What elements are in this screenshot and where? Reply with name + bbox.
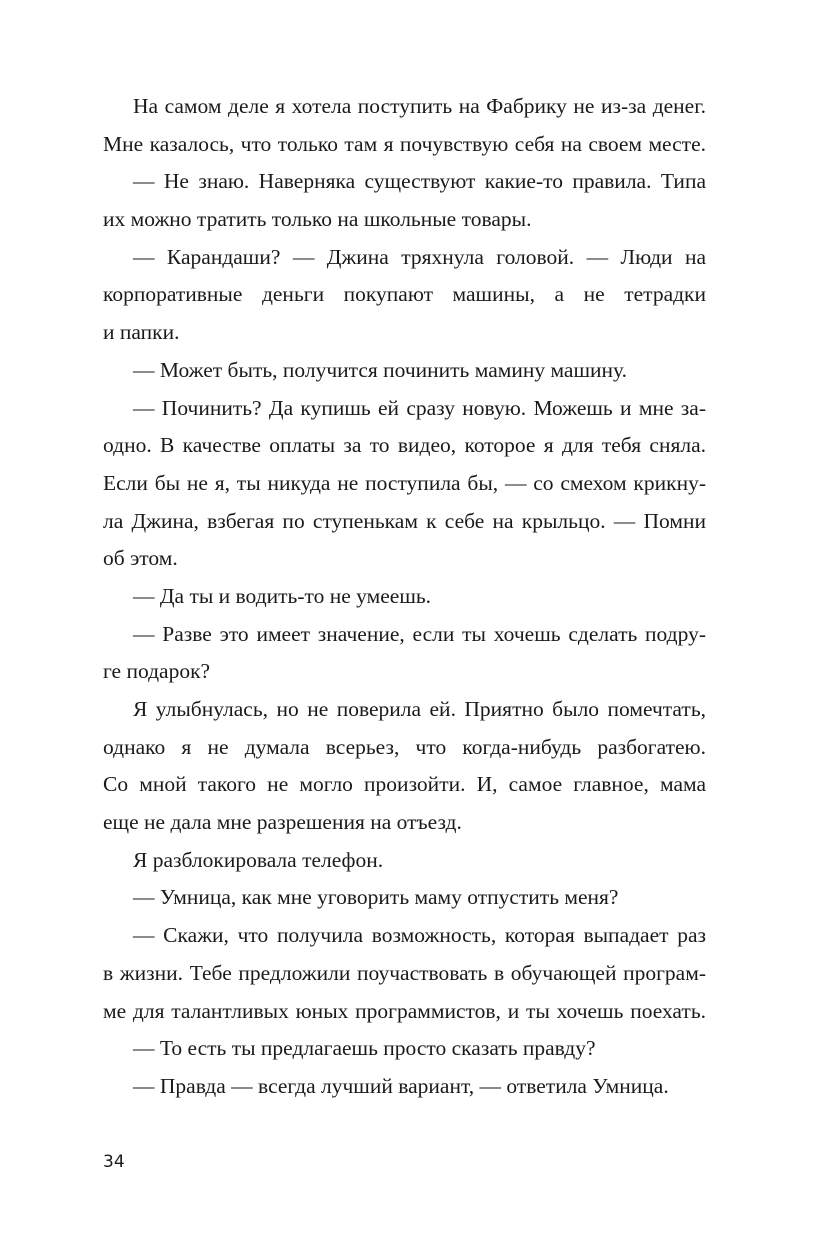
text-line: — Не знаю. Наверняка существуют какие-то правила. Типа xyxy=(133,169,706,194)
text-line: Я улыбнулась, но не поверила ей. Приятно было помечтать, xyxy=(133,697,706,721)
text-line: Со мной такого не могло произойти. И, самое главное, мама xyxy=(103,772,706,797)
text-line: На самом деле я хотела поступить на Фабрику не из-за денег. xyxy=(133,94,706,118)
text-line: корпоративные деньги покупают машины, а не тетрадки xyxy=(103,282,706,307)
text-line: — Да ты и водить-то не умеешь. xyxy=(133,583,432,608)
text-line: — Скажи, что получила возможность, которая выпадает раз xyxy=(133,923,706,948)
text-line: — Правда — всегда лучший вариант, — ответила Умница. xyxy=(133,1073,669,1098)
page-number: 34 xyxy=(103,1152,125,1172)
text-line: ме для талантливых юных программистов, и ты хочешь поехать. xyxy=(103,998,706,1023)
text-line: одно. В качестве оплаты за то видео, которое я для тебя сняла. xyxy=(103,433,706,458)
text-line: об этом. xyxy=(103,546,178,571)
text-line: — То есть ты предлагаешь просто сказать правду? xyxy=(133,1036,596,1061)
text-line: однако я не думала всерьез, что когда-нибудь разбогатею. xyxy=(103,734,706,759)
text-line: Мне казалось, что только там я почувствую себя на своем месте. xyxy=(103,131,706,156)
text-line: и папки. xyxy=(103,320,180,345)
text-line: ге подарок? xyxy=(103,659,211,684)
text-line: еще не дала мне разрешения на отъезд. xyxy=(103,810,462,835)
text-line: ла Джина, взбегая по ступенькам к себе на крыльцо. — Помни xyxy=(103,508,706,533)
text-line: — Починить? Да купишь ей сразу новую. Можешь и мне за- xyxy=(133,395,706,420)
text-line: Если бы не я, ты никуда не поступила бы, — со смехом крикну- xyxy=(103,470,706,495)
body-text xyxy=(103,88,706,1106)
text-line: — Может быть, получится починить мамину машину. xyxy=(133,357,628,382)
text-line: — Карандаши? — Джина тряхнула головой. — Люди на xyxy=(133,244,706,269)
text-line: в жизни. Тебе предложили поучаствовать в обучающей програм- xyxy=(103,960,706,985)
text-line: — Разве это имеет значение, если ты хочешь сделать подру- xyxy=(133,621,706,646)
text-line: Я разблокировала телефон. xyxy=(133,847,384,872)
text-line: их можно тратить только на школьные товары. xyxy=(103,207,532,232)
text-line: — Умница, как мне уговорить маму отпустить меня? xyxy=(133,885,619,910)
